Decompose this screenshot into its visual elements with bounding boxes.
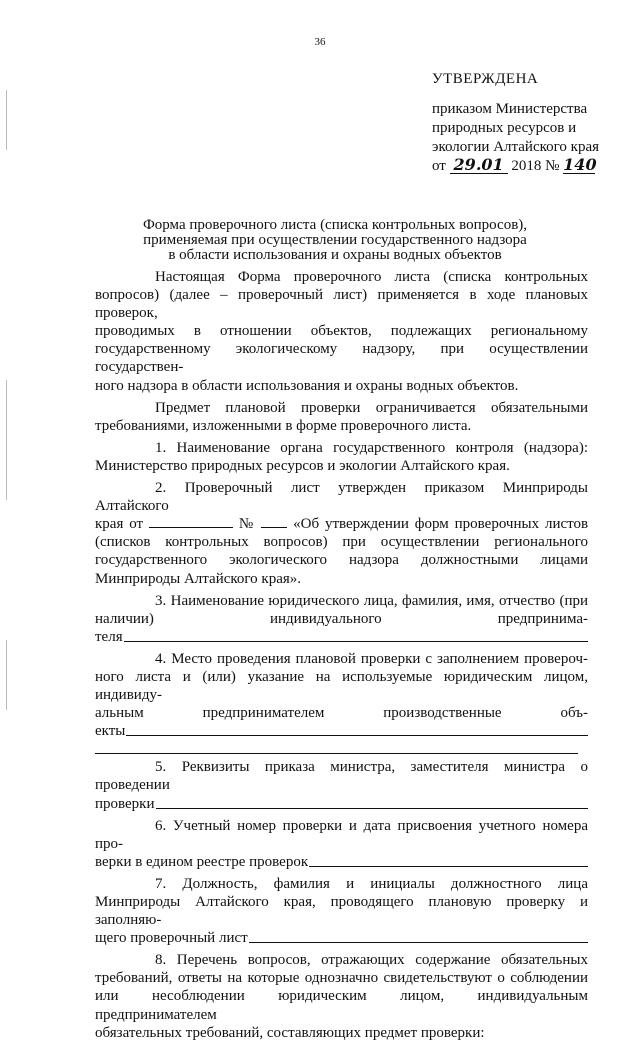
text-line: государственного экологического надзора должностными лицами bbox=[95, 552, 588, 569]
text-line: 8. Перечень вопросов, отражающих содержание обязательных bbox=[155, 952, 588, 969]
scan-edge-line bbox=[6, 380, 7, 500]
text-line: 6. Учетный номер проверки и дата присвоения учетного номера про- bbox=[95, 817, 588, 852]
text-fragment: края от bbox=[95, 516, 144, 533]
text-line: обязательных требований, составляющих предмет проверки: bbox=[95, 1024, 485, 1041]
text-line: 2. Проверочный лист утвержден приказом Минприроды Алтайского bbox=[95, 480, 588, 515]
document-title bbox=[110, 218, 560, 263]
title-line: Форма проверочного листа (списка контрольных вопросов), bbox=[142, 217, 528, 233]
text-line: 3. Наименование юридического лица, фамилия, имя, отчество (при bbox=[155, 592, 588, 609]
text-fragment: щего проверочный лист bbox=[95, 930, 248, 947]
text-line: ного надзора в области использования и охраны водных объектов. bbox=[95, 377, 519, 394]
order-details-blank[interactable] bbox=[156, 807, 589, 809]
official-blank[interactable] bbox=[249, 941, 588, 943]
text-fragment: верки в едином реестре проверок bbox=[95, 853, 309, 870]
approval-date-line bbox=[432, 157, 599, 176]
text-fragment: «Об утверждении форм проверочных листов bbox=[293, 516, 589, 533]
handwritten-date: 29.01 bbox=[450, 157, 508, 174]
fill-line bbox=[95, 853, 588, 871]
text-line: вопросов) (далее – проверочный лист) применяется в ходе плановых проверок, bbox=[95, 287, 588, 322]
text-line: ного листа и (или) указание на используемые юридическим лицом, индивиду- bbox=[95, 668, 588, 704]
date-blank[interactable] bbox=[149, 516, 233, 528]
objects-blank-2[interactable] bbox=[95, 740, 578, 754]
approval-line: природных ресурсов и bbox=[432, 120, 577, 136]
from-prefix: от bbox=[432, 158, 446, 174]
approval-title: УТВЕРЖДЕНА bbox=[432, 71, 539, 87]
scan-edge-line bbox=[6, 640, 7, 710]
approval-line: экологии Алтайского края bbox=[432, 139, 600, 155]
text-line: Министерство природных ресурсов и экологии Алтайского края. bbox=[95, 457, 510, 474]
text-line bbox=[95, 515, 588, 533]
text-line: 5. Реквизиты приказа министра, заместителя министра о проведении bbox=[95, 759, 588, 794]
text-line: требованиями, изложенными в форме проверочного листа. bbox=[95, 417, 472, 434]
text-line: государственному экологическому надзору, при осуществлении государствен- bbox=[95, 341, 588, 376]
text-fragment: теля bbox=[95, 628, 123, 645]
text-line: 1. Наименование органа государственного контроля (надзора): bbox=[155, 439, 588, 456]
scan-edge-line bbox=[6, 90, 7, 150]
text-line: требований, ответы на которые однозначно свидетельствуют о соблюдении bbox=[95, 970, 588, 987]
year-text: 2018 № bbox=[511, 158, 560, 174]
text-line: альным предпринимателем производственные объ- bbox=[95, 705, 588, 722]
text-line: 7. Должность, фамилия и инициалы должностного лица bbox=[155, 875, 588, 892]
text-line: (списков контрольных вопросов) при осуществлении регионального bbox=[95, 534, 588, 551]
text-line: Минприроды Алтайского края». bbox=[95, 570, 302, 587]
text-line: или несоблюдении юридическим лицом, индивидуальным предпринимателем bbox=[95, 988, 588, 1023]
text-line: Настоящая Форма проверочного листа (списка контрольных bbox=[155, 269, 588, 285]
number-blank[interactable] bbox=[261, 516, 287, 528]
text-line: Предмет плановой проверки ограничивается обязательными bbox=[155, 399, 588, 416]
text-fragment: № bbox=[238, 516, 256, 533]
fill-line bbox=[95, 722, 588, 740]
text-line: Минприроды Алтайского края, проводящего плановую проверку и заполняю- bbox=[95, 894, 588, 929]
handwritten-number: 140 bbox=[563, 155, 597, 174]
approval-block bbox=[432, 70, 599, 176]
text-line: проводимых в отношении объектов, подлежащих региональному bbox=[95, 323, 588, 340]
registry-number-blank[interactable] bbox=[309, 865, 588, 867]
fill-line bbox=[95, 929, 588, 947]
fill-line bbox=[95, 795, 588, 813]
title-line: в области использования и охраны водных объектов bbox=[168, 247, 502, 263]
entrepreneur-blank[interactable] bbox=[124, 640, 588, 642]
approval-line: приказом Министерства bbox=[432, 101, 588, 117]
text-line: наличии) индивидуального предпринима- bbox=[95, 610, 588, 627]
text-fragment: екты bbox=[95, 723, 126, 740]
text-fragment: проверки bbox=[95, 795, 155, 812]
fill-line bbox=[95, 628, 588, 646]
objects-blank[interactable] bbox=[126, 734, 588, 736]
page-number: 36 bbox=[314, 36, 326, 48]
title-line: применяемая при осуществлении государственного надзора bbox=[143, 232, 527, 248]
document-body bbox=[95, 268, 588, 1042]
text-line: 4. Место проведения плановой проверки с заполнением провероч- bbox=[155, 650, 588, 667]
